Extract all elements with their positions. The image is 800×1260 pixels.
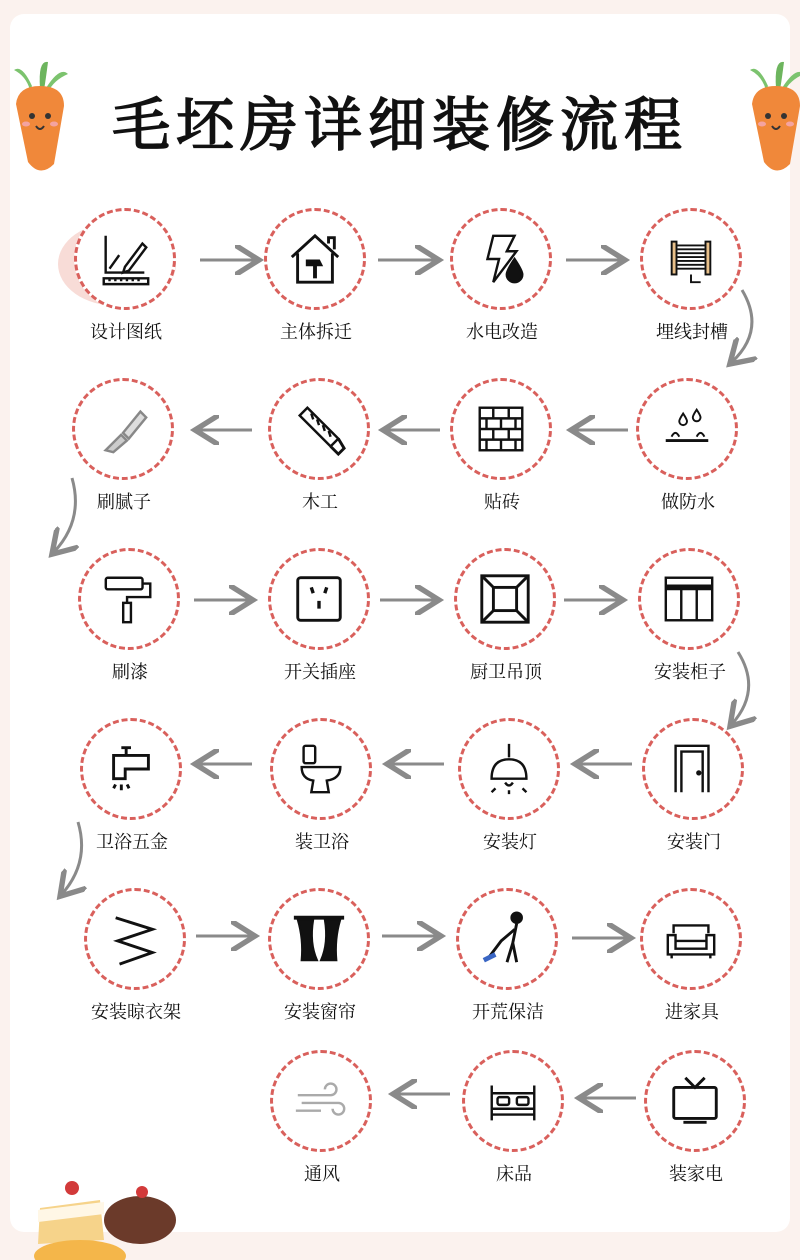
step-appliances [644, 1050, 748, 1200]
step-curtains [268, 888, 372, 1038]
brick-wall-icon [472, 400, 530, 458]
step-label: 开荒保洁 [472, 1002, 544, 1023]
step-label: 通风 [304, 1164, 340, 1185]
cake-decoration-icon [0, 1170, 220, 1260]
putty-knife-icon [94, 400, 152, 458]
wind-icon [292, 1072, 350, 1130]
step-painting [78, 548, 182, 698]
step-putty [72, 378, 176, 528]
step-label: 安装窗帘 [284, 1002, 356, 1023]
faucet-icon [102, 740, 160, 798]
step-plumbing-electric [450, 208, 554, 358]
step-label: 安装灯 [483, 832, 537, 853]
step-doors [642, 718, 746, 868]
television-icon [666, 1072, 724, 1130]
cleaning-person-icon [478, 910, 536, 968]
bed-icon [484, 1072, 542, 1130]
step-carpentry [268, 378, 372, 528]
power-socket-icon [290, 570, 348, 628]
step-label: 床品 [496, 1164, 532, 1185]
ceiling-frame-icon [476, 570, 534, 628]
step-switch-socket [268, 548, 372, 698]
saw-icon [290, 400, 348, 458]
step-demolition [264, 208, 368, 358]
step-label: 安装门 [667, 832, 721, 853]
step-label: 木工 [302, 492, 338, 513]
step-ceiling [454, 548, 558, 698]
step-furniture [640, 888, 744, 1038]
step-ventilation [270, 1050, 374, 1200]
step-label: 安装晾衣架 [91, 1002, 181, 1023]
curtain-icon [290, 910, 348, 968]
step-bedding [462, 1050, 566, 1200]
step-label: 埋线封槽 [656, 322, 728, 343]
pendant-lamp-icon [480, 740, 538, 798]
step-tiling [450, 378, 554, 528]
step-label: 厨卫吊顶 [470, 662, 542, 683]
step-label: 装家电 [669, 1164, 723, 1185]
toilet-icon [292, 740, 350, 798]
step-design-drawing [74, 208, 178, 358]
step-drying-rack [84, 888, 188, 1038]
step-cabinets [638, 548, 742, 698]
paint-roller-icon [100, 570, 158, 628]
step-wire-groove [640, 208, 744, 358]
step-bath-hardware [80, 718, 184, 868]
house-hammer-icon [286, 230, 344, 288]
step-label: 安装柜子 [654, 662, 726, 683]
wire-spool-icon [662, 230, 720, 288]
door-icon [664, 740, 722, 798]
step-label: 装卫浴 [295, 832, 349, 853]
step-label: 水电改造 [466, 322, 538, 343]
step-lighting [458, 718, 562, 868]
step-label: 开关插座 [284, 662, 356, 683]
step-bathroom [270, 718, 374, 868]
drying-rack-icon [106, 910, 164, 968]
step-label: 贴砖 [484, 492, 520, 513]
waterproof-drops-icon [658, 400, 716, 458]
step-label: 刷漆 [112, 662, 148, 683]
step-label: 卫浴五金 [96, 832, 168, 853]
step-label: 刷腻子 [97, 492, 151, 513]
lightning-water-drop-icon [472, 230, 530, 288]
step-label: 进家具 [665, 1002, 719, 1023]
sofa-icon [662, 910, 720, 968]
blueprint-drawing-icon [96, 230, 154, 288]
step-label: 主体拆迁 [280, 322, 352, 343]
step-cleaning [456, 888, 560, 1038]
cabinet-icon [660, 570, 718, 628]
step-waterproofing [636, 378, 740, 528]
step-label: 设计图纸 [90, 322, 162, 343]
step-label: 做防水 [661, 492, 715, 513]
page-title: 毛坯房详细装修流程 [111, 91, 688, 159]
